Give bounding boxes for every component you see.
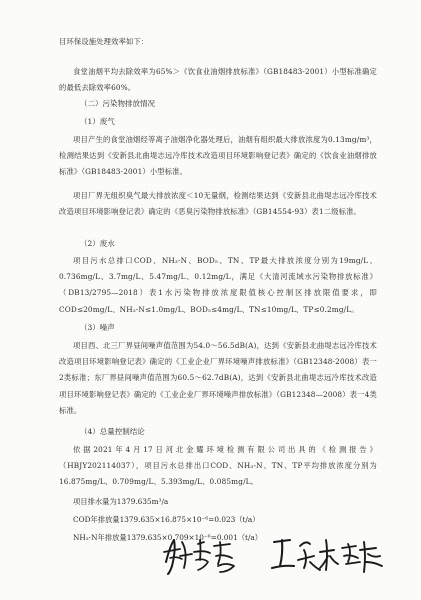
line-water-volume: 项目排水量为1379.635m³/a [73, 497, 169, 506]
signature-right [268, 532, 388, 576]
paragraph-total-control: 依据2021年4月17日河北金耀环境检测有限公司出具的《检测报告》（HBJY202114037），项目污水总排出口COD、NH₃-N、TN、TP平均排放浓度分别为16.875mg/L、0.709mg/L、5.393mg/L、0.085mg/L。 [59, 445, 377, 487]
heading-total-control: （4）总量控制结论 [80, 427, 145, 436]
paragraph-waste-gas: 项目产生的食堂油烟经等离子油烟净化器处理后，油烟有组织最大排放浓度为0.13mg/m³，检测结果达到《安新县北曲堤志远冷库技术改造项目环境影响登记表》确定的《饮食业油烟排放标准》（GB18483-2001）小型标准。 [59, 135, 377, 177]
paragraph-odor: 项目厂界无组织臭气最大排放浓度＜10无量纲，检测结果达到《安新县北曲堤志远冷库技术改造项目环境影响登记表》确定的《恶臭污染物排放标准》（GB14554-93）表1二级标准。 [59, 191, 377, 217]
heading-noise: （3）噪声 [80, 323, 115, 332]
paragraph-waste-water: 项目污水总排口COD、NH₃-N、BOD₅、TN、TP最大排放浓度分别为19mg/L、0.736mg/L、3.7mg/L、5.47mg/L、0.12mg/L，满足《大清河流域水污染物排放标准》（DB13/2795—2018）表1水污染物排放浓度限值核心控制区排放限值要求，即COD≤20mg/L、NH₃-N≤1.0mg/L、BOD₅≤4mg/L、TN≤10mg/L、TP≤0.2mg/L。 [59, 256, 377, 314]
heading-pollutant-emission: （二）污染物排放情况 [80, 99, 155, 108]
signature-left [160, 532, 240, 576]
heading-waste-water: （2）废水 [80, 239, 115, 248]
paragraph-oil-removal: 食堂油烟平均去除效率为65%＞《饮食业油烟排放标准》（GB18483-2001）小型标准确定的最低去除效率60%。 [59, 67, 377, 93]
heading-waste-gas: （1）废气 [80, 117, 115, 126]
line-nh3-emission: NH₃-N年排放量1379.635×0.709×10⁻⁶=0.001（t/a） [73, 533, 263, 542]
line-cod-emission: COD年排放量1379.635×16.875×10⁻⁶=0.023（t/a） [73, 515, 260, 524]
paragraph-intro: 目环保设施处理效率如下： [59, 37, 149, 46]
paragraph-noise: 项目西、北三厂界昼间噪声值范围为54.0～56.5dB(A)，达到《安新县北曲堤志远冷库技术改造项目环境影响登记表》确定的《工业企业厂界环境噪声排放标准》（GB12348-2008）表一2类标准；东厂界昼间噪声值范围为60.5～62.7dB(A)，达到《安新县北曲堤志远冷库技术改造项目环境影响登记表》确定的《工业企业厂界环境噪声排放标准》（GB12348—2008）表一4类标准。 [59, 341, 377, 415]
